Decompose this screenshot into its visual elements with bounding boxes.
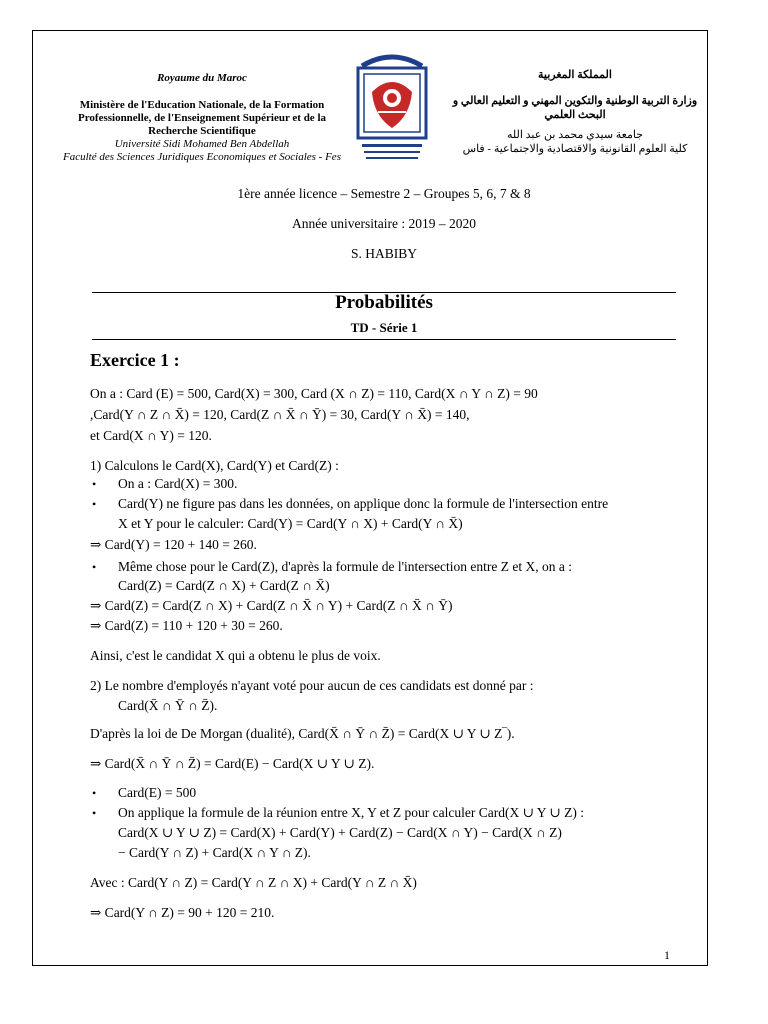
arabic-university-label: جامعة سيدي محمد بن عبد الله — [506, 129, 644, 141]
document-subtitle: TD - Série 1 — [350, 320, 418, 335]
kingdom-label: Royaume du Maroc — [157, 72, 247, 84]
bullet-icon: • — [92, 806, 97, 820]
bullet-3-result: ⇒ Card(Z) = 110 + 120 + 30 = 260. — [90, 618, 283, 633]
bullet-5-line-3: − Card(Y ∩ Z) + Card(X ∩ Y ∩ Z). — [118, 845, 311, 860]
author-name: S. HABIBY — [350, 246, 417, 261]
bullet-1: On a : Card(X) = 300. — [118, 476, 238, 491]
bullet-icon: • — [92, 497, 97, 511]
arabic-kingdom-label: المملكة المغربية — [538, 69, 612, 81]
question-2-line-2: Card(X̄ ∩ Ȳ ∩ Z̄). — [118, 698, 218, 713]
page-number: 1 — [664, 948, 670, 962]
header-right — [440, 68, 710, 156]
conclusion: Ainsi, c'est le candidat X qui a obtenu le plus de voix. — [90, 648, 381, 663]
bullet-5-line-2: Card(X ∪ Y ∪ Z) = Card(X) + Card(Y) + Card(Z) − Card(X ∩ Y) − Card(X ∩ Z) — [118, 825, 562, 840]
avec-line: Avec : Card(Y ∩ Z) = Card(Y ∩ Z ∩ X) + Card(Y ∩ Z ∩ X̄) — [90, 875, 417, 890]
question-1: 1) Calculons le Card(X), Card(Y) et Card(Z) : — [90, 458, 339, 473]
bullet-3-line-1: Même chose pour le Card(Z), d'après la formule de l'intersection entre Z et X, on a : — [118, 559, 572, 574]
bullet-2-line-1: Card(Y) ne figure pas dans les données, on applique donc la formule de l'intersection entre — [118, 496, 609, 511]
bullet-3-line-2: Card(Z) = Card(Z ∩ X) + Card(Z ∩ X̄) — [118, 578, 330, 593]
document-title: Probabilités — [335, 292, 433, 313]
academic-year: Année universitaire : 2019 – 2020 — [291, 216, 477, 231]
given-line-1: On a : Card (E) = 500, Card(X) = 300, Card (X ∩ Z) = 110, Card(X ∩ Y ∩ Z) = 90 — [90, 386, 538, 401]
given-line-2: ,Card(Y ∩ Z ∩ X̄) = 120, Card(Z ∩ X̄ ∩ Ȳ) = 30, Card(Y ∩ X̄) = 140, — [90, 407, 470, 422]
bullet-2-line-2: X et Y pour le calculer: Card(Y) = Card(Y ∩ X) + Card(Y ∩ X̄) — [118, 516, 463, 531]
implication-line: ⇒ Card(X̄ ∩ Ȳ ∩ Z̄) = Card(E) − Card(X ∪ Y ∪ Z). — [90, 756, 375, 771]
header-left — [52, 72, 352, 164]
title-bottom-rule — [92, 339, 676, 340]
given-line-3: et Card(X ∩ Y) = 120. — [90, 428, 212, 443]
final-result: ⇒ Card(Y ∩ Z) = 90 + 120 = 210. — [90, 905, 275, 920]
de-morgan-line: D'après la loi de De Morgan (dualité), Card(X̄ ∩ Ȳ ∩ Z̄) = Card(X ∪ Y ∪ Z‾). — [90, 726, 515, 741]
ministry-label: Ministère de l'Education Nationale, de la Formation Professionnelle, de l'Enseignement Supérieur et de la Recherche Scientifique — [78, 99, 326, 137]
arabic-ministry-label: وزارة التربية الوطنية والتكوين المهني و التعليم العالي و البحث العلمي — [452, 95, 698, 121]
arabic-faculty-label: كلية العلوم القانونية والاقتصادية والاجتماعية - فاس — [462, 143, 688, 155]
bullet-4: Card(E) = 500 — [118, 785, 197, 800]
university-crest-icon — [352, 52, 432, 170]
bullet-icon: • — [92, 477, 97, 491]
faculty-label: Faculté des Sciences Juridiques Economiques et Sociales - Fes — [63, 151, 341, 163]
course-line: 1ère année licence – Semestre 2 – Groupes 5, 6, 7 & 8 — [237, 186, 531, 201]
bullet-icon: • — [92, 560, 97, 574]
university-label: Université Sidi Mohamed Ben Abdellah — [114, 138, 290, 150]
question-2-line-1: 2) Le nombre d'employés n'ayant voté pour aucun de ces candidats est donné par : — [90, 678, 534, 693]
bullet-icon: • — [92, 786, 97, 800]
bullet-2-result: ⇒ Card(Y) = 120 + 140 = 260. — [90, 537, 257, 552]
exercise-title: Exercice 1 : — [90, 350, 180, 370]
bullet-3-line-3: ⇒ Card(Z) = Card(Z ∩ X) + Card(Z ∩ X̄ ∩ Y) + Card(Z ∩ X̄ ∩ Ȳ) — [90, 598, 453, 613]
bullet-5-line-1: On applique la formule de la réunion entre X, Y et Z pour calculer Card(X ∪ Y ∪ Z) : — [118, 805, 584, 820]
